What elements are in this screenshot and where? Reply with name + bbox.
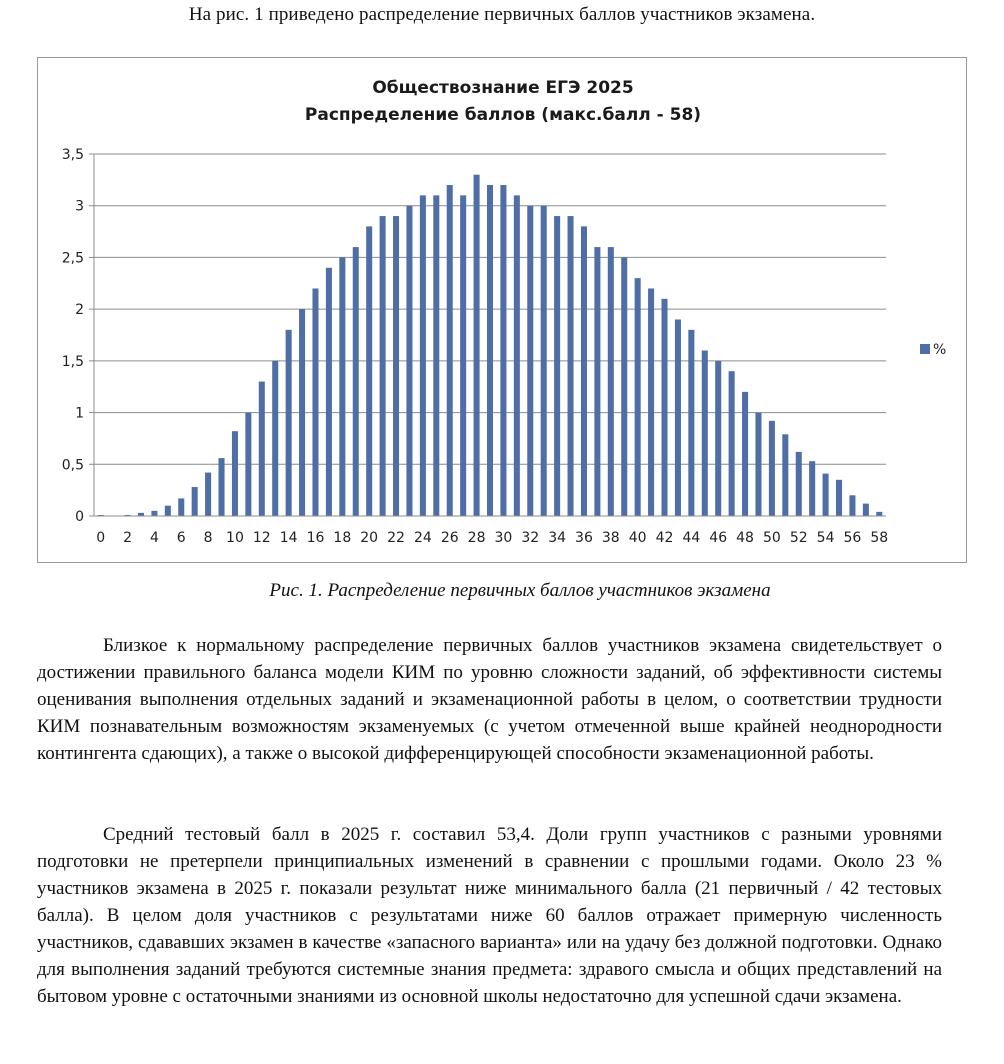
- x-tick-label: 22: [387, 530, 405, 546]
- figure-caption: Рис. 1. Распределение первичных баллов участников экзамена: [269, 580, 771, 601]
- bar-32: [527, 206, 533, 516]
- bar-51: [782, 434, 788, 516]
- x-tick-label: 30: [494, 530, 513, 546]
- bar-9: [219, 458, 225, 516]
- x-tick-label: 2: [123, 530, 133, 546]
- x-tick-label: 14: [279, 530, 298, 546]
- bar-15: [299, 309, 305, 516]
- bar-50: [769, 421, 775, 516]
- bar-37: [594, 247, 600, 516]
- x-tick-label: 40: [628, 530, 647, 546]
- x-tick-label: 20: [360, 530, 379, 546]
- bar-45: [702, 351, 708, 516]
- x-tick-label: 26: [440, 530, 459, 546]
- x-tick-label: 6: [176, 530, 186, 546]
- bar-22: [393, 216, 399, 516]
- x-tick-label: 16: [306, 530, 325, 546]
- chart-title-line2: Распределение баллов (макс.балл - 58): [304, 105, 702, 125]
- paragraph-2: Средний тестовый балл в 2025 г. составил 53,4. Доли групп участников с разными уровнями подготовки не претерпели принципиальных изменений в сравнении с прошлыми годами. Около 23 % участников экзамена в 2025 г. показали результат ниже минимального балла (21 первичный / 42 тестовых балла). В целом доля участников с результатами ниже 60 баллов отражает примерную численность участников, сдававших экзамен в качестве «запасного варианта» или на удачу без должной подготовки. Однако для выполнения заданий требуются системные знания предмета: здравого смысла и общих представлений на бытовом уровне с остаточными знаниями из основной школы недостаточно для успешной сдачи экзамена.: [37, 824, 942, 1007]
- bar-4: [151, 511, 157, 516]
- bar-52: [796, 452, 802, 516]
- x-tick-label: 8: [203, 530, 213, 546]
- bar-41: [648, 288, 654, 516]
- bar-48: [742, 392, 748, 516]
- x-tick-label: 4: [149, 530, 159, 546]
- bar-38: [608, 247, 614, 516]
- bar-19: [353, 247, 359, 516]
- x-tick-label: 12: [252, 530, 271, 546]
- bar-57: [863, 504, 869, 516]
- bar-chart: [38, 58, 968, 564]
- bar-25: [433, 195, 439, 516]
- y-tick-label: 2: [75, 302, 84, 319]
- y-tick-label: 0,5: [61, 457, 84, 474]
- x-tick-label: 10: [226, 530, 244, 546]
- bar-18: [339, 257, 345, 516]
- bar-24: [420, 195, 426, 516]
- x-tick-label: 48: [736, 530, 754, 546]
- bar-47: [729, 371, 735, 516]
- bar-5: [165, 506, 171, 516]
- bar-42: [661, 299, 667, 516]
- y-tick-label: 1: [75, 405, 84, 422]
- bar-54: [823, 474, 829, 516]
- y-tick-label: 2,5: [61, 250, 84, 267]
- bar-30: [500, 185, 506, 516]
- bar-44: [688, 330, 694, 516]
- bar-23: [406, 206, 412, 516]
- bar-7: [192, 487, 198, 516]
- bar-46: [715, 361, 721, 516]
- legend-swatch: [920, 344, 930, 354]
- bar-12: [259, 382, 265, 516]
- bar-33: [541, 206, 547, 516]
- bar-56: [849, 495, 855, 516]
- bar-29: [487, 185, 493, 516]
- x-tick-label: 56: [843, 530, 862, 546]
- x-tick-label: 28: [467, 530, 486, 546]
- bar-21: [380, 216, 386, 516]
- bar-55: [836, 480, 842, 516]
- y-tick-label: 0: [75, 509, 84, 525]
- x-tick-label: 18: [333, 530, 352, 546]
- bar-34: [554, 216, 560, 516]
- x-tick-label: 58: [870, 530, 889, 546]
- chart-container: [37, 57, 967, 563]
- bar-39: [621, 257, 627, 516]
- x-tick-label: 52: [789, 530, 808, 546]
- bar-8: [205, 473, 211, 516]
- bar-53: [809, 461, 815, 516]
- x-tick-label: 0: [96, 530, 106, 546]
- bar-6: [178, 498, 184, 516]
- paragraph-1: Близкое к нормальному распределение первичных баллов участников экзамена свидетельствует о достижении правильного баланса модели КИМ по уровню сложности заданий, об эффективности системы оценивания выполнения отдельных заданий и экзаменационной работы в целом, о соответствии трудности КИМ познавательным возможностям экзаменуемых (с учетом отмеченной выше крайней неоднородности контингента сдающих), а также о высокой дифференцирующей способности экзаменационной работы.: [37, 635, 942, 764]
- bar-31: [514, 195, 520, 516]
- x-tick-label: 46: [709, 530, 728, 546]
- x-tick-label: 42: [655, 530, 674, 546]
- bar-58: [876, 512, 882, 516]
- bar-16: [312, 288, 318, 516]
- x-tick-label: 24: [413, 530, 432, 546]
- x-tick-label: 36: [575, 530, 593, 546]
- bar-27: [460, 195, 466, 516]
- bar-10: [232, 431, 238, 516]
- bar-28: [474, 175, 480, 516]
- legend-label: %: [933, 342, 947, 358]
- bar-40: [635, 278, 641, 516]
- bar-26: [447, 185, 453, 516]
- bar-36: [581, 226, 587, 516]
- bar-43: [675, 319, 681, 516]
- bar-49: [755, 413, 761, 516]
- x-tick-label: 54: [816, 530, 835, 546]
- intro-text: На рис. 1 приведено распределение первичных баллов участников экзамена.: [188, 4, 816, 25]
- chart-title-line1: Обществознание ЕГЭ 2025: [372, 78, 634, 98]
- x-tick-label: 44: [682, 530, 701, 546]
- bar-35: [568, 216, 574, 516]
- y-tick-label: 1,5: [61, 353, 84, 370]
- x-tick-label: 34: [548, 530, 567, 546]
- bar-13: [272, 361, 278, 516]
- y-tick-label: 3: [75, 198, 84, 215]
- bar-20: [366, 226, 372, 516]
- x-tick-label: 50: [762, 530, 781, 546]
- bar-17: [326, 268, 332, 516]
- bar-14: [286, 330, 292, 516]
- x-tick-label: 38: [601, 530, 620, 546]
- x-tick-label: 32: [521, 530, 540, 546]
- bar-11: [245, 413, 251, 516]
- y-tick-label: 3,5: [61, 147, 84, 163]
